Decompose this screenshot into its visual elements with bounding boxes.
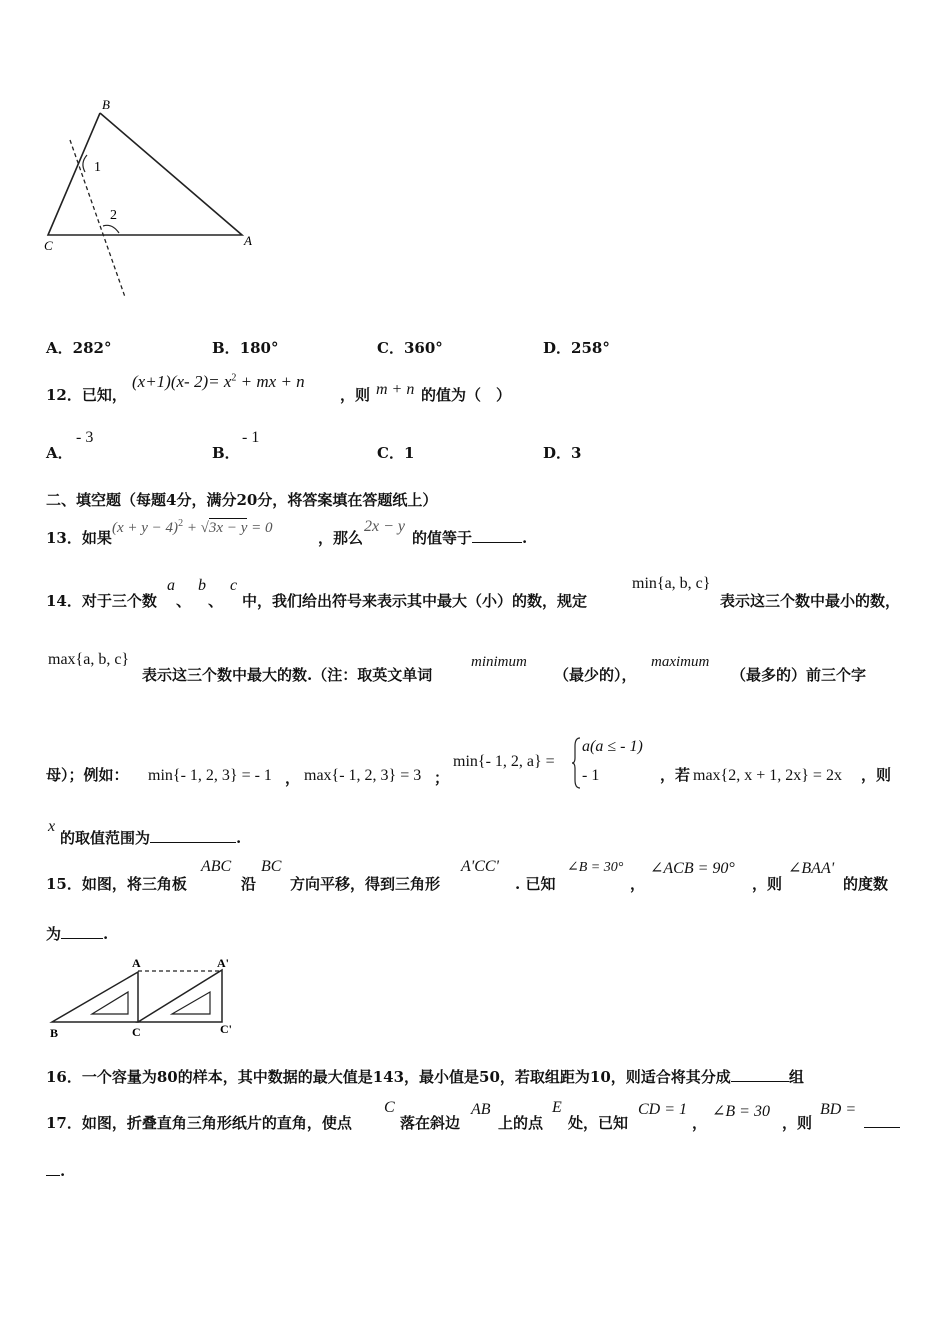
q12-option-b-value: - 1 (242, 429, 260, 446)
q13-suffix: 的值等于 . (412, 529, 528, 547)
q14-var-c: c (230, 577, 238, 594)
q14-line3-prefix: 母）；例如： (46, 766, 129, 784)
q14-piecewise-case2: - 1 (582, 767, 600, 784)
fig2-label-c-prime: C' (220, 1022, 232, 1036)
q17-prefix: 17．如图，折叠直角三角形纸片的直角，使点 (46, 1114, 352, 1132)
q11-option-c: C．360° (377, 339, 443, 357)
q16: 16．一个容量为80的样本，其中数据的最大值是143，最小值是50，若取组距为10，则适合将其分成 组 (46, 1068, 804, 1086)
q15-abc: ABC (201, 858, 232, 875)
fig1-label-c: C (44, 238, 53, 253)
fig1-label-2: 2 (110, 208, 117, 223)
fig2-label-b: B (50, 1026, 59, 1040)
q12-option-b: B． (212, 444, 240, 462)
q14-if: ，若 (660, 766, 691, 784)
q14-line2-suffix: （最多的）前三个字 (731, 666, 867, 684)
triangle-figure-1 (40, 95, 270, 305)
q12-mn: m + n (376, 381, 415, 398)
q15-angle-acb: ∠ACB = 90° (650, 860, 735, 877)
q15-prefix: 15．如图，将三角板 (46, 875, 187, 893)
q17-mid2: 上的点 (498, 1114, 544, 1132)
q16-answer-blank[interactable] (731, 1069, 789, 1082)
q15-along: 沿 (241, 875, 257, 893)
q14-piecewise-brace (572, 736, 582, 790)
q14-maximum: maximum (651, 654, 710, 670)
q15-known: . 已知 (515, 875, 556, 893)
q14-line1-suffix: 表示这三个数中最小的数， (720, 592, 901, 610)
q11-option-b: B．180° (212, 339, 279, 357)
q12-prefix: 12．已知， (46, 386, 127, 404)
fig1-label-b: B (102, 97, 110, 112)
q15-line2: 为 . (46, 925, 109, 943)
q17-comma: ， (692, 1114, 708, 1132)
q12-option-a-value: - 3 (76, 429, 94, 446)
q14-var-x: x (48, 818, 56, 835)
q17-bd: BD = (820, 1101, 857, 1118)
q12-suffix: 的值为（ ） (421, 386, 512, 404)
q14-then: ，则 (861, 766, 892, 784)
q14-sep2: 、 (208, 592, 224, 610)
q11-option-d: D．258° (543, 339, 610, 357)
q17-cd: CD = 1 (638, 1101, 688, 1118)
q12-option-d: D．3 (543, 444, 582, 462)
q13-mid: ，那么 (318, 529, 364, 547)
q12-option-a: A． (46, 444, 73, 462)
q14-least: （最少的）， (554, 666, 637, 684)
q14-example-1: min{- 1, 2, 3} = - 1 (148, 767, 272, 784)
q14-example-2: max{- 1, 2, 3} = 3 (304, 767, 422, 784)
q17-angle-b: ∠B = 30 (712, 1103, 770, 1120)
section-2-title: 二、填空题（每题4分，满分20分，将答案填在答题纸上） (46, 491, 438, 509)
fig2-label-c: C (132, 1025, 141, 1039)
q13-answer-blank[interactable] (472, 530, 522, 543)
fig1-label-a: A (244, 233, 252, 248)
q15-answer-blank[interactable] (61, 926, 103, 939)
q14-line4: 的取值范围为 . (60, 829, 242, 847)
q15-then: ，则 (752, 875, 783, 893)
q17-answer-blank-line1[interactable] (864, 1115, 900, 1128)
q15-angle-b: ∠B = 30° (567, 860, 624, 875)
q13-prefix: 13．如果 (46, 529, 112, 547)
q14-var-b: b (198, 577, 206, 594)
translation-figure (44, 952, 244, 1040)
q14-var-a: a (167, 577, 175, 594)
q13-formula: $(x + y - 4)^2 + √3x - y = 0$ (112, 518, 273, 536)
q17-line2: . (46, 1162, 65, 1180)
q14-minimum: minimum (471, 654, 527, 670)
fig2-label-a-prime: A' (217, 956, 229, 970)
q14-comma1: ， (285, 769, 301, 787)
q17-mid3: 处，已知 (568, 1114, 629, 1132)
q14-prefix: 14．对于三个数 (46, 592, 157, 610)
q12-option-c: C．1 (377, 444, 415, 462)
fig2-label-a: A (132, 956, 141, 970)
q12-comma: ，则 (340, 386, 371, 404)
q14-line1-mid: 中，我们给出符号来表示其中最大（小）的数，规定 (242, 592, 588, 610)
q12-formula: (x+1)(x- $2)= x^2$ + mx + n (132, 372, 305, 391)
q11-option-a: A．282° (46, 339, 112, 357)
q14-max-abc: max{a, b, c} (48, 651, 130, 668)
q14-min-abc: min{a, b, c} (632, 575, 711, 592)
q15-angle-baa: ∠BAA' (788, 860, 835, 877)
q17-e: E (552, 1099, 562, 1116)
q14-line2-mid: 表示这三个数中最大的数.（注：取英文单词 (142, 666, 433, 684)
q15-acc: A'CC' (461, 858, 499, 875)
q15-suffix: 的度数 (843, 875, 889, 893)
q14-semicolon: ； (434, 769, 450, 787)
q17-then: ，则 (782, 1114, 813, 1132)
q15-comma: ， (630, 875, 646, 893)
fig1-label-1: 1 (94, 160, 101, 175)
q15-mid: 方向平移，得到三角形 (290, 875, 441, 893)
q14-answer-blank[interactable] (150, 830, 236, 843)
q17-ab: AB (471, 1101, 491, 1118)
q14-condition: max{2, x + 1, 2x} = 2x (693, 767, 842, 784)
q14-sep1: 、 (176, 592, 192, 610)
q14-piecewise-case1: a(a ≤ - 1) (582, 738, 643, 755)
q17-mid1: 落在斜边 (400, 1114, 461, 1132)
q14-piecewise-lhs: min{- 1, 2, a} = (453, 753, 555, 770)
q17-answer-blank-line2[interactable] (46, 1163, 60, 1176)
q17-c: C (384, 1099, 395, 1116)
q13-expr: 2x − y (364, 518, 405, 535)
q15-bc: BC (261, 858, 282, 875)
